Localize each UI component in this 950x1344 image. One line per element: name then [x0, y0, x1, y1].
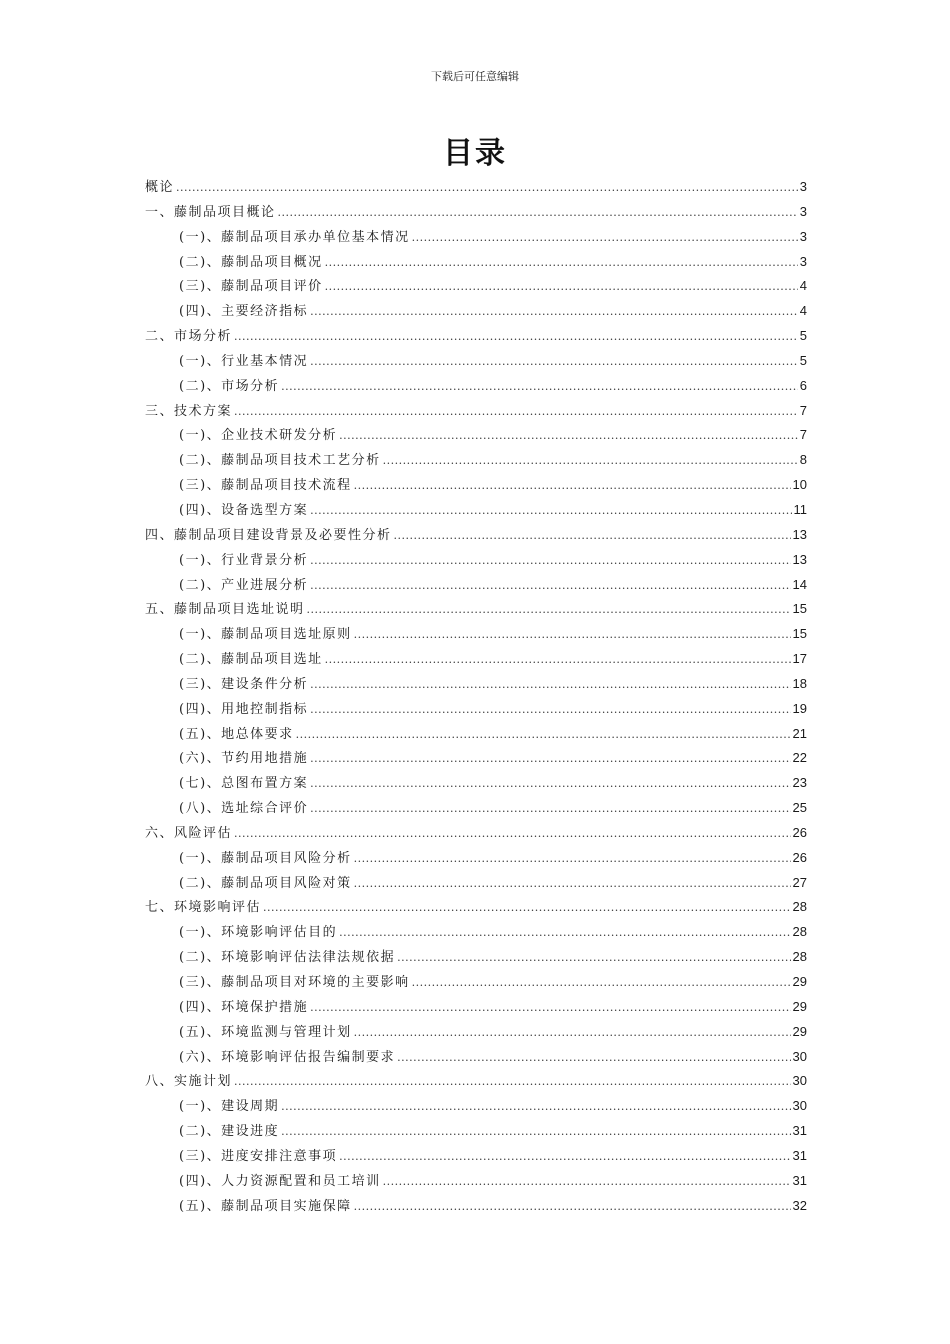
- toc-leader-dots: [354, 1195, 791, 1220]
- toc-entry[interactable]: [145, 1119, 807, 1144]
- toc-entry-label: (一)、藤制品项目承办单位基本情况: [179, 229, 410, 245]
- toc-entry-label: (三)、藤制品项目对环境的主要影响: [179, 975, 410, 990]
- toc-entry[interactable]: [145, 622, 807, 647]
- toc-leader-dots: [278, 201, 798, 226]
- toc-entry-page: 5: [799, 352, 807, 368]
- toc-leader-dots: [397, 1046, 790, 1071]
- toc-leader-dots: [296, 723, 791, 748]
- toc-entry[interactable]: [145, 473, 807, 498]
- toc-entry[interactable]: [145, 324, 807, 349]
- toc-entry[interactable]: [145, 299, 807, 324]
- toc-entry-label: (四)、用地控制指标: [179, 701, 309, 717]
- toc-entry-page: 26: [792, 849, 807, 865]
- toc-entry-label: (二)、建设进度: [179, 1124, 280, 1140]
- toc-entry-page: 10: [792, 477, 807, 493]
- toc-entry-page: 29: [792, 974, 807, 989]
- toc-entry[interactable]: [145, 796, 807, 821]
- toc-entry-label: (六)、节约用地措施: [179, 751, 309, 767]
- toc-entry[interactable]: [145, 1069, 807, 1094]
- toc-entry-label: 七、环境影响评估: [145, 900, 262, 916]
- toc-leader-dots: [307, 598, 791, 623]
- toc-entry[interactable]: [145, 1144, 807, 1169]
- toc-entry[interactable]: [145, 498, 807, 523]
- toc-entry[interactable]: [145, 250, 807, 275]
- toc-leader-dots: [310, 574, 790, 599]
- toc-entry-label: (一)、藤制品项目风险分析: [179, 850, 352, 866]
- toc-leader-dots: [354, 623, 791, 648]
- toc-entry-page: 3: [799, 228, 807, 244]
- toc-entry-label: 五、藤制品项目选址说明: [145, 602, 305, 618]
- toc-leader-dots: [310, 300, 798, 325]
- toc-entry-page: 21: [792, 725, 807, 741]
- toc-entry-label: (四)、设备选型方案: [179, 502, 309, 518]
- toc-entry-page: 15: [792, 601, 807, 617]
- toc-entry-page: 18: [792, 675, 807, 691]
- toc-entry-label: 三、技术方案: [145, 403, 233, 419]
- toc-entry-page: 29: [792, 1023, 807, 1039]
- toc-entry-page: 22: [792, 750, 807, 766]
- toc-entry[interactable]: [145, 1045, 807, 1070]
- toc-entry-label: (二)、藤制品项目选址: [179, 652, 323, 668]
- toc-leader-dots: [281, 1095, 790, 1120]
- toc-entry-page: 29: [792, 998, 807, 1014]
- toc-leader-dots: [394, 524, 791, 549]
- toc-entry[interactable]: [145, 200, 807, 225]
- toc-entry-label: (二)、藤制品项目风险对策: [179, 875, 352, 891]
- toc-leader-dots: [310, 772, 790, 797]
- toc-entry[interactable]: [145, 970, 807, 995]
- toc-leader-dots: [383, 449, 798, 474]
- toc-leader-dots: [310, 747, 790, 772]
- toc-entry[interactable]: [145, 349, 807, 374]
- toc-entry[interactable]: [145, 573, 807, 598]
- toc-entry-page: 31: [792, 1123, 807, 1139]
- toc-entry-label: (七)、总图布置方案: [179, 776, 309, 792]
- toc-entry-page: 28: [792, 949, 807, 965]
- toc-entry-label: 二、市场分析: [145, 329, 233, 345]
- toc-entry[interactable]: [145, 548, 807, 573]
- toc-entry-label: (一)、企业技术研发分析: [179, 428, 338, 444]
- toc-entry-page: 3: [799, 203, 807, 219]
- toc-entry[interactable]: [145, 1194, 807, 1219]
- toc-entry-page: 3: [799, 179, 807, 194]
- toc-entry-page: 23: [792, 775, 807, 791]
- toc-entry-page: 28: [792, 899, 807, 915]
- toc-entry-label: (五)、藤制品项目实施保障: [179, 1198, 352, 1214]
- toc-entry-label: (三)、建设条件分析: [179, 676, 309, 692]
- toc-entry-page: 30: [792, 1048, 807, 1064]
- toc-entry[interactable]: [145, 771, 807, 796]
- toc-entry[interactable]: [145, 995, 807, 1020]
- table-of-contents: [145, 175, 807, 1218]
- toc-leader-dots: [325, 648, 791, 673]
- toc-entry-page: 4: [799, 278, 807, 294]
- toc-entry-label: (一)、环境影响评估目的: [179, 925, 338, 941]
- toc-entry-label: 四、藤制品项目建设背景及必要性分析: [145, 527, 392, 543]
- toc-entry-page: 6: [799, 377, 807, 393]
- toc-entry-page: 7: [799, 427, 807, 443]
- toc-entry-label: (二)、环境影响评估法律法规依据: [179, 950, 396, 966]
- toc-entry-label: (五)、地总体要求: [179, 726, 294, 742]
- toc-entry-label: (一)、行业基本情况: [179, 353, 309, 369]
- toc-entry-page: 27: [792, 874, 807, 890]
- toc-entry-label: (二)、市场分析: [179, 378, 280, 394]
- toc-entry-page: 30: [792, 1073, 807, 1089]
- toc-leader-dots: [281, 1120, 790, 1145]
- toc-entry-label: 八、实施计划: [145, 1074, 233, 1090]
- toc-entry-page: 5: [799, 328, 807, 344]
- toc-entry-label: 一、藤制品项目概论: [145, 204, 276, 220]
- toc-entry-label: (四)、人力资源配置和员工培训: [179, 1173, 381, 1189]
- toc-entry[interactable]: [145, 846, 807, 871]
- toc-entry-label: (四)、主要经济指标: [179, 304, 309, 320]
- toc-leader-dots: [339, 921, 790, 946]
- toc-entry-page: 31: [792, 1147, 807, 1163]
- toc-entry-label: (一)、行业背景分析: [179, 552, 309, 568]
- toc-leader-dots: [339, 424, 798, 449]
- toc-entry-label: (二)、藤制品项目概况: [179, 254, 323, 270]
- toc-leader-dots: [412, 226, 798, 251]
- toc-leader-dots: [310, 673, 790, 698]
- toc-leader-dots: [354, 1021, 791, 1046]
- toc-leader-dots: [281, 375, 798, 400]
- toc-entry[interactable]: [145, 945, 807, 970]
- toc-entry[interactable]: [145, 920, 807, 945]
- toc-leader-dots: [176, 176, 798, 201]
- toc-leader-dots: [310, 499, 791, 524]
- toc-leader-dots: [234, 822, 791, 847]
- toc-entry-label: (三)、进度安排注意事项: [179, 1148, 338, 1164]
- toc-entry[interactable]: [145, 722, 807, 747]
- toc-entry-label: (八)、选址综合评价: [179, 801, 309, 817]
- toc-entry[interactable]: [145, 597, 807, 622]
- toc-leader-dots: [354, 474, 791, 499]
- toc-entry-label: (二)、产业进展分析: [179, 577, 309, 593]
- toc-entry[interactable]: [145, 374, 807, 399]
- toc-entry[interactable]: [145, 399, 807, 424]
- toc-leader-dots: [310, 549, 790, 574]
- toc-entry-label: (五)、环境监测与管理计划: [179, 1024, 352, 1040]
- toc-leader-dots: [310, 350, 798, 375]
- toc-leader-dots: [339, 1145, 790, 1170]
- toc-entry-page: 13: [792, 526, 807, 542]
- toc-entry-page: 31: [792, 1172, 807, 1188]
- toc-leader-dots: [325, 275, 798, 300]
- toc-entry-label: 概论: [145, 180, 175, 195]
- toc-entry[interactable]: [145, 821, 807, 846]
- toc-entry-page: 15: [792, 626, 807, 642]
- toc-entry-page: 4: [799, 303, 807, 319]
- toc-entry-page: 25: [792, 800, 807, 816]
- toc-entry-page: 8: [799, 452, 807, 468]
- toc-leader-dots: [310, 996, 790, 1021]
- toc-entry-page: 13: [792, 551, 807, 567]
- page-title: 目录: [443, 136, 507, 171]
- toc-entry[interactable]: [145, 1020, 807, 1045]
- toc-entry-label: 六、风险评估: [145, 825, 233, 841]
- toc-entry[interactable]: [145, 1169, 807, 1194]
- toc-leader-dots: [397, 946, 790, 971]
- toc-entry-label: (三)、藤制品项目技术流程: [179, 478, 352, 494]
- toc-leader-dots: [412, 971, 791, 996]
- toc-entry-page: 26: [792, 824, 807, 840]
- toc-entry-page: 3: [799, 253, 807, 269]
- toc-leader-dots: [354, 847, 791, 872]
- toc-leader-dots: [234, 325, 798, 350]
- toc-leader-dots: [310, 797, 790, 822]
- toc-entry-label: (一)、建设周期: [179, 1099, 280, 1115]
- toc-entry[interactable]: [145, 647, 807, 672]
- toc-entry-page: 30: [792, 1098, 807, 1114]
- toc-entry-label: (二)、藤制品项目技术工艺分析: [179, 453, 381, 469]
- toc-entry[interactable]: [145, 895, 807, 920]
- toc-entry-page: 7: [799, 402, 807, 418]
- header-note: 下载后可任意编辑: [431, 70, 519, 83]
- toc-entry-page: 28: [792, 924, 807, 940]
- toc-leader-dots: [263, 896, 791, 921]
- toc-leader-dots: [234, 400, 798, 425]
- toc-entry[interactable]: [145, 523, 807, 548]
- toc-entry-page: 14: [792, 576, 807, 592]
- toc-entry[interactable]: [145, 1094, 807, 1119]
- toc-entry[interactable]: [145, 423, 807, 448]
- toc-entry[interactable]: [145, 672, 807, 697]
- toc-entry-page: 17: [792, 651, 807, 667]
- toc-entry-page: 11: [793, 501, 807, 517]
- toc-entry[interactable]: [145, 225, 807, 250]
- toc-entry[interactable]: [145, 448, 807, 473]
- toc-leader-dots: [234, 1070, 791, 1095]
- toc-leader-dots: [325, 251, 798, 276]
- toc-entry[interactable]: [145, 175, 807, 200]
- toc-entry[interactable]: [145, 746, 807, 771]
- toc-leader-dots: [383, 1170, 791, 1195]
- toc-entry-page: 32: [792, 1197, 807, 1213]
- toc-entry-label: (四)、环境保护措施: [179, 999, 309, 1015]
- toc-entry-label: (一)、藤制品项目选址原则: [179, 627, 352, 643]
- toc-entry-page: 19: [792, 700, 807, 716]
- toc-entry[interactable]: [145, 871, 807, 896]
- toc-leader-dots: [354, 872, 791, 897]
- toc-entry-label: (六)、环境影响评估报告编制要求: [179, 1049, 396, 1065]
- toc-entry[interactable]: [145, 697, 807, 722]
- toc-entry[interactable]: [145, 274, 807, 299]
- toc-entry-label: (三)、藤制品项目评价: [179, 279, 323, 295]
- toc-leader-dots: [310, 698, 790, 723]
